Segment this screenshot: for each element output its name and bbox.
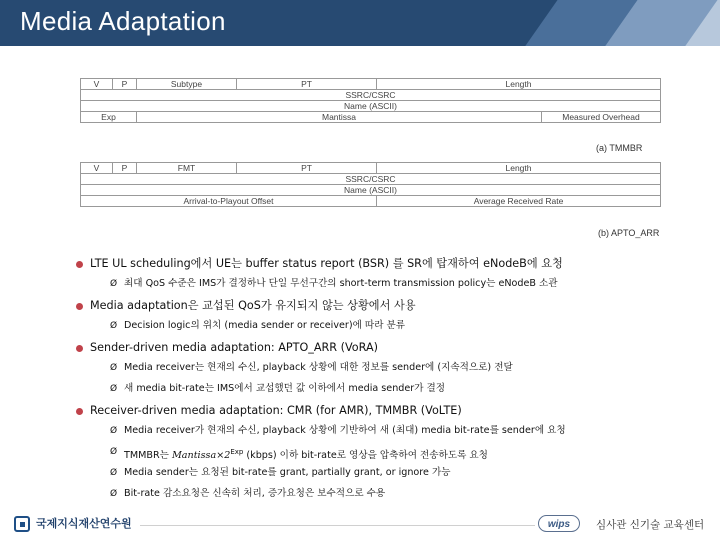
sub-bullet-item: Ø Bit-rate 감소요청은 신속히 처리, 증가요청은 보수적으로 수용 [110, 488, 386, 499]
sub-bullet-item: Ø 새 media bit-rate는 IMS에서 교섭했던 값 이하에서 media sender가 결정 [110, 383, 446, 394]
slide-header [0, 0, 720, 46]
bullet-dot-icon [76, 408, 83, 415]
field-subtype: Subtype [137, 79, 237, 90]
rtcp-packet-diagram [60, 70, 680, 245]
apto-packet-table [80, 162, 661, 207]
arrow-icon: Ø [110, 447, 118, 457]
bullet-item: LTE UL scheduling에서 UE는 buffer status report (BSR) 를 SR에 탑재하여 eNodeB에 요청 [76, 256, 716, 277]
field-arrival-offset: Arrival-to-Playout Offset [81, 196, 377, 207]
field-ssrc: SSRC/CSRC [81, 90, 661, 101]
field-name: Name (ASCII) [81, 185, 661, 196]
tmmbr-packet-table [80, 78, 661, 123]
sub-bullet-item: Ø Media receiver가 현재의 수신, playback 상황에 기반하여 새 (최대) media bit-rate를 sender에 요청 [110, 425, 566, 436]
center-name: 심사관 신기술 교육센터 [596, 519, 705, 531]
field-v: V [81, 163, 113, 174]
sub-bullet-item: Ø Decision logic의 위치 (media sender or receiver)에 따라 분류 [110, 320, 406, 331]
arrow-icon: Ø [110, 279, 118, 289]
bullet-list [76, 256, 716, 508]
field-mantissa-overhead [137, 112, 661, 123]
arrow-icon: Ø [110, 321, 118, 331]
apto-caption: (b) APTO_ARR [598, 228, 660, 238]
field-pt: PT [237, 163, 377, 174]
field-pt: PT [237, 79, 377, 90]
formula: Mantissa×2 [171, 450, 231, 462]
institute-logo-icon [14, 516, 30, 532]
field-mantissa: Mantissa [137, 112, 542, 122]
field-p: P [113, 79, 137, 90]
sub-bullet-item: Ø Media receiver는 현재의 수신, playback 상황에 대한 정보를 sender에 (지속적으로) 전달 [110, 362, 513, 373]
bullet-item: Receiver-driven media adaptation: CMR (for AMR), TMMBR (VoLTE) [76, 403, 716, 424]
bullet-item: Media adaptation은 교섭된 QoS가 유지되지 않는 상황에서 사용 [76, 298, 716, 319]
field-fmt: FMT [137, 163, 237, 174]
slide-footer [0, 508, 720, 540]
formula-exponent: Exp [230, 448, 244, 456]
page-title: Media Adaptation [20, 6, 226, 36]
institute-name: 국제지식재산연수원 [36, 517, 132, 530]
field-name: Name (ASCII) [81, 101, 661, 112]
tmmbr-caption: (a) TMMBR [596, 143, 643, 153]
bullet-dot-icon [76, 261, 83, 268]
sub-bullet-item: Ø Media sender는 요청된 bit-rate를 grant, partially grant, or ignore 가능 [110, 467, 451, 478]
field-v: V [81, 79, 113, 90]
arrow-icon: Ø [110, 489, 118, 499]
field-avg-rate: Average Received Rate [377, 196, 661, 207]
wips-logo: wips [538, 515, 580, 532]
field-ssrc: SSRC/CSRC [81, 174, 661, 185]
sub-bullet-item: Ø 최대 QoS 수준은 IMS가 결정하나 단일 무선구간의 short-term transmission policy는 eNodeB 소관 [110, 278, 558, 289]
field-exp: Exp [81, 112, 137, 123]
bullet-item: Sender-driven media adaptation: APTO_ARR (VoRA) [76, 340, 716, 361]
field-length: Length [377, 79, 661, 90]
arrow-icon: Ø [110, 363, 118, 373]
field-p: P [113, 163, 137, 174]
field-measured-overhead: Measured Overhead [562, 112, 640, 122]
field-length: Length [377, 163, 661, 174]
arrow-icon: Ø [110, 426, 118, 436]
arrow-icon: Ø [110, 468, 118, 478]
bullet-dot-icon [76, 303, 83, 310]
sub-bullet-item-tmmbr: Ø TMMBR는 $Mantissa\times 2^{Exp}$ (kbps) 이하 bit-rate로 영상을 압축하여 전송하도록 요청 [110, 447, 488, 462]
footer-divider [140, 525, 535, 526]
bullet-dot-icon [76, 345, 83, 352]
arrow-icon: Ø [110, 384, 118, 394]
